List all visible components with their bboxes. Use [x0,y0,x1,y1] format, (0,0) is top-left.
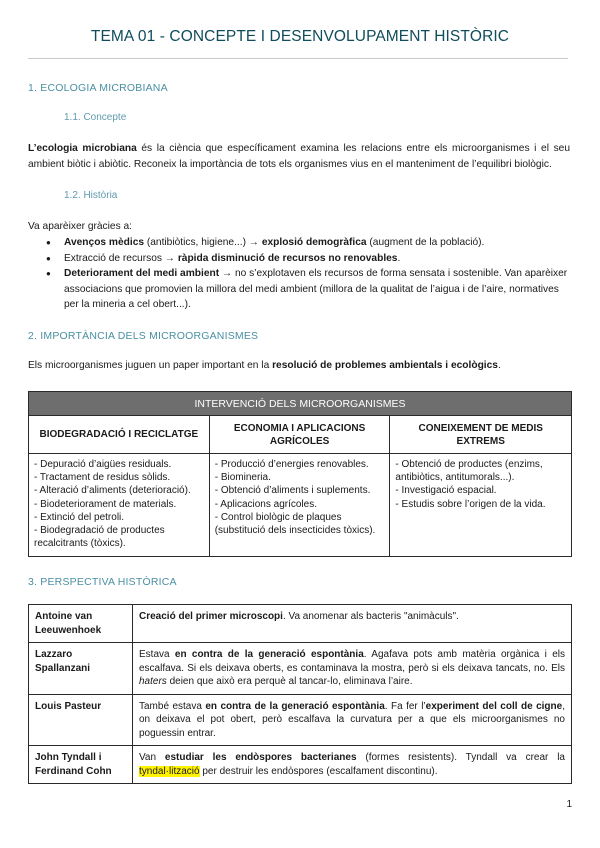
importance-text: Els microorganismes juguen un paper important en la [28,360,273,371]
table-row [29,643,572,695]
list-item: - Aplicacions agrícoles. [214,498,317,510]
desc-text: , on deixava el pot obert, però escalfava la curvatura per a que els microorganismes no poguessin entrar. [139,700,565,739]
section-1-heading: 1. ECOLOGIA MICROBIANA [28,82,168,94]
table-cell [29,454,210,557]
bullet-bold: Avenços mèdics [64,237,145,248]
desc-text: Van [139,752,165,763]
desc-text: per destruir les endòspores (escalfament discontinu). [199,765,438,777]
desc-bold: Creació del primer microscopi [139,611,283,622]
list-item: - Investigació espacial. [395,485,497,497]
history-intro: Va aparèixer gràcies a: [28,221,133,232]
desc-bold: experiment del coll de cigne [425,700,563,712]
list-item: - Alteració d’aliments (deterioració). [34,485,191,497]
column-header: ECONOMIA I APLICACIONS AGRÍCOLES [209,416,390,454]
desc-bold: estudiar les endòspores bacterianes [164,752,357,763]
list-item: - Estudis sobre l’origen de la vida. [395,498,546,510]
scientist-name: Lazzaro Spallanzani [29,643,133,695]
bullet-bold: explosió demogràfica [261,237,367,248]
list-item: - Extinció del petroli. [34,511,125,523]
list-item [28,266,573,313]
desc-text: . Va anomenar als bacteris "animàculs". [282,611,459,622]
page-title: TEMA 01 - CONCEPTE I DESENVOLUPAMENT HISTÒRIC [90,28,510,45]
bullet-text: → no s’explotaven els recursos de forma sensata i sostenible. Van aparèixer associacions que promovien la millora del medi ambient (millora de la qualitat de l’aigua i de l’aire, normatives per la mineria a cel obert...). [64,268,568,310]
bullet-text: (antibiòtics, higiene...) → [144,237,262,248]
list-item: - Biodegradació de productes recalcitrants (tòxics). [34,525,165,550]
page-number: 1 [566,799,572,810]
list-item: - Obtenció de productes (enzims, antibiòtics, antitumorals...). [395,459,543,484]
table-caption: INTERVENCIÓ DELS MICROORGANISMES [29,392,572,416]
subsection-1-2-heading: 1.2. Història [64,190,118,201]
bullet-text: (augment de la població). [366,237,485,248]
title-divider [28,58,568,59]
list-item: - Control biològic de plaques (substitució dels insecticides tòxics). [214,511,376,537]
importance-text: . [497,360,501,371]
list-item: - Depuració d’aigües residuals. [34,459,172,470]
importance-bold: resolució de problemes ambientals i ecològics [272,360,498,371]
list-item: - Biomineria. [214,472,271,484]
highlighted-term: tyndal·lització [139,765,200,777]
bullet-text: Extracció de recursos → [64,252,178,264]
section-2-heading: 2. IMPORTÀNCIA DELS MICROORGANISMES [28,330,259,342]
desc-italic: haters [139,676,167,687]
list-item [28,251,573,267]
list-item [28,235,573,251]
concept-term: L’ecologia microbiana [28,143,137,154]
history-bullet-list [28,235,573,313]
scientist-name: John Tyndall i Ferdinand Cohn [29,746,133,784]
section-3-heading: 3. PERSPECTIVA HISTÒRICA [28,576,177,588]
bullet-text: . [397,252,401,264]
desc-bold: en contra de la generació espontània [205,700,385,712]
table-row [29,746,572,784]
table-row [29,694,572,746]
importance-paragraph [28,358,570,374]
list-item: - Biodeteriorament de materials. [34,498,177,510]
column-header: CONEIXEMENT DE MEDIS EXTREMS [390,416,572,454]
list-item: - Producció d’energies renovables. [214,459,369,470]
historical-table [28,604,572,784]
concept-paragraph [28,141,570,173]
scientist-description [133,643,572,695]
desc-bold: en contra de la generació espontània [174,649,364,660]
desc-text: Estava [139,649,175,660]
bullet-bold: ràpida disminució de recursos no renovables [177,252,398,264]
table-row [29,605,572,643]
scientist-description [133,694,572,746]
desc-text: (formes resistents). Tyndall va crear la [356,752,565,763]
list-item: - Tractament de residus sòlids. [34,472,171,484]
desc-text: . Agafava pots amb matèria orgànica i els escalfava. Si els deixava oberts, es contaminava la mostra, però si els deixava tancats, no. Els [139,649,565,674]
bullet-bold: Deteriorament del medi ambient [64,268,220,279]
desc-text: . Fa fer l’ [384,700,426,712]
intervention-table [28,391,572,557]
scientist-description [133,746,572,784]
scientist-description [133,605,572,643]
scientist-name: Louis Pasteur [29,694,133,746]
subsection-1-1-heading: 1.1. Concepte [64,112,127,123]
desc-text: També estava [139,700,206,712]
table-cell [209,454,390,557]
desc-text: deien que això era perquè al tancar-lo, eliminava l’aire. [166,676,413,687]
column-header: BIODEGRADACIÓ I RECICLATGE [29,416,210,454]
table-cell [390,454,572,557]
concept-text: és la ciència que específicament examina les relacions entre els microorganismes i el seu ambient biòtic i abiòtic. Reconeix la importància de tots els organismes vius en el manteniment de l’equilibri biològic. [28,143,570,170]
scientist-name: Antoine van Leeuwenhoek [29,605,133,643]
list-item: - Obtenció d’aliments i suplements. [214,485,371,497]
